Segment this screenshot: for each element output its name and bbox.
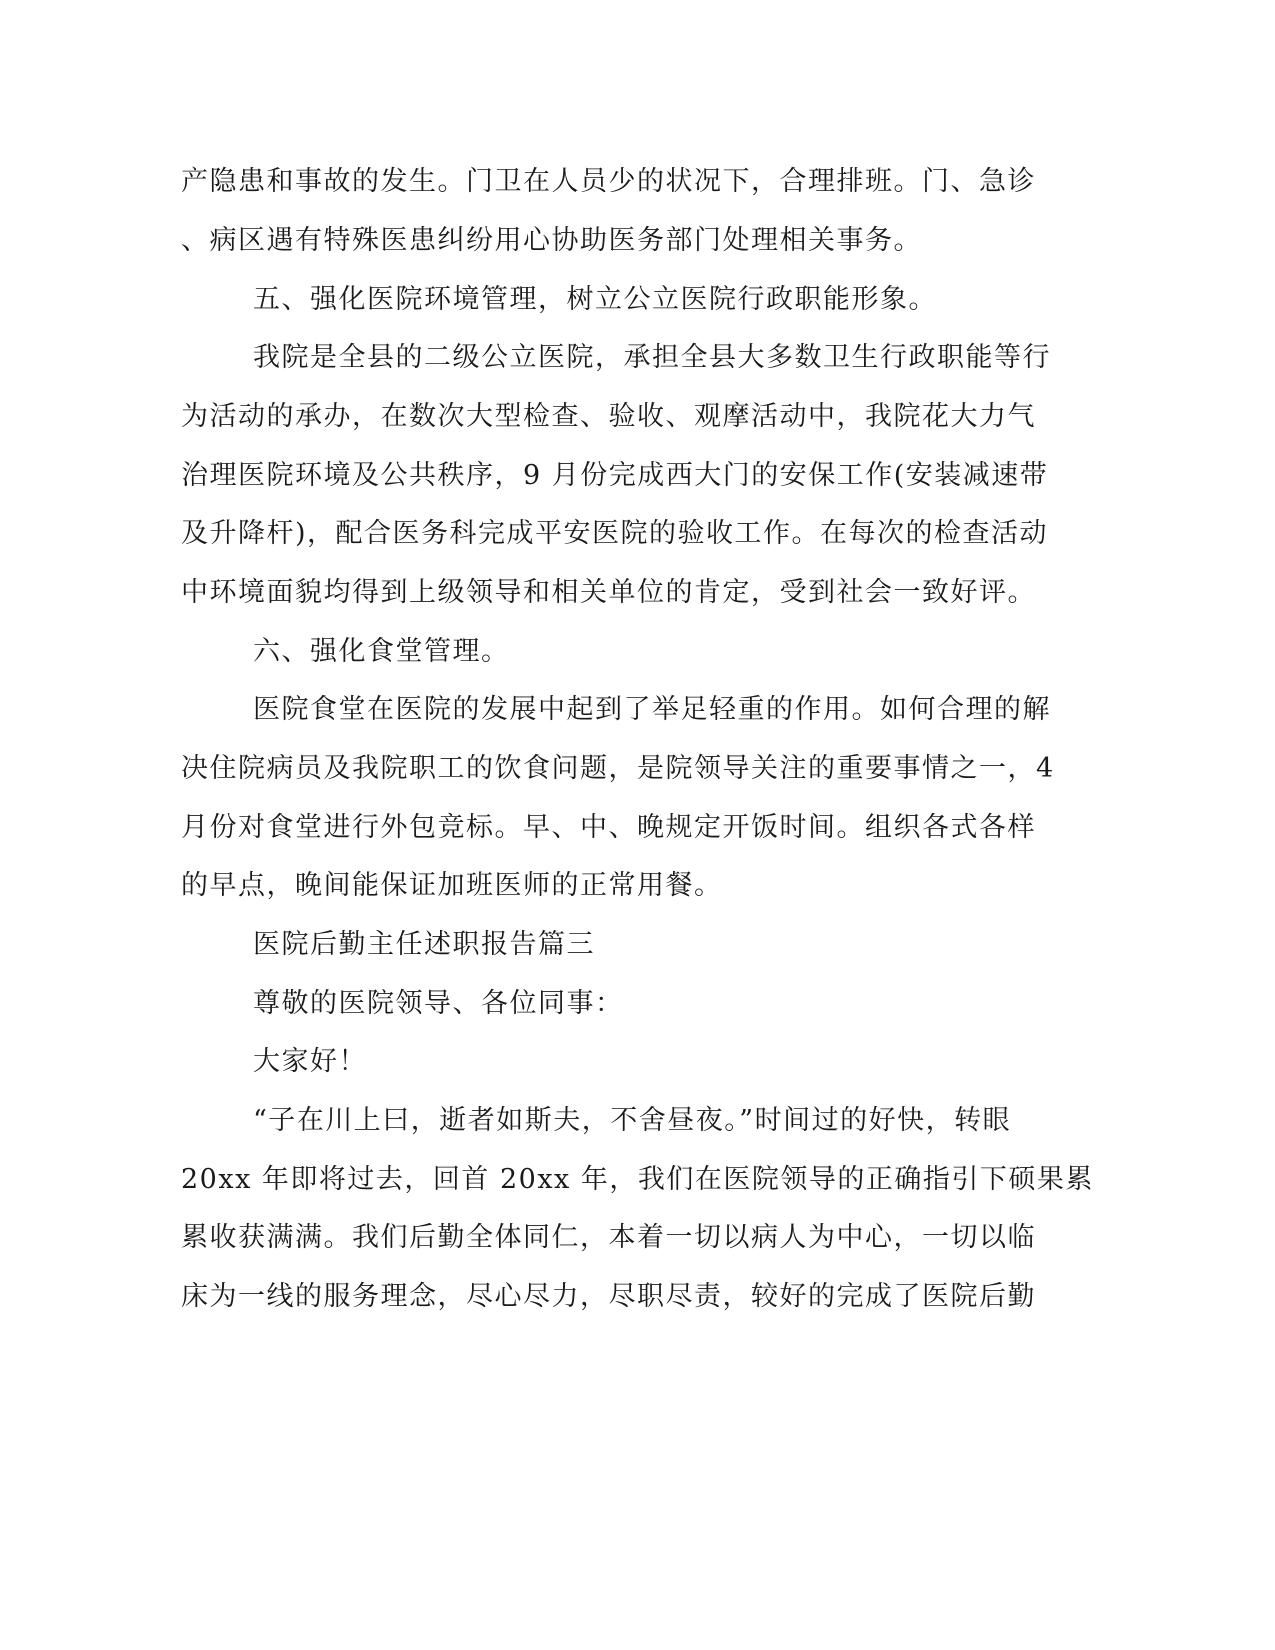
text-line: 为活动的承办，在数次大型检查、验收、观摩活动中，我院花大力气: [181, 401, 1036, 432]
text-line: 决住院病员及我院职工的饮食问题，是院领导关注的重要事情之一，4: [181, 753, 1055, 784]
text-line: 医院食堂在医院的发展中起到了举足轻重的作用。如何合理的解: [253, 694, 1051, 725]
text-line: 床为一线的服务理念，尽心尽力，尽职尽责，较好的完成了医院后勤: [181, 1281, 1036, 1312]
text-line: 我院是全县的二级公立医院，承担全县大多数卫生行政职能等行: [253, 342, 1051, 373]
text-line: 治理医院环境及公共秩序，9 月份完成西大门的安保工作(安装减速带: [181, 460, 1049, 491]
salutation: 尊敬的医院领导、各位同事：: [253, 988, 624, 1019]
text-line: 累收获满满。我们后勤全体同仁，本着一切以病人为中心，一切以临: [181, 1222, 1036, 1253]
section-heading: 六、强化食堂管理。: [253, 636, 510, 667]
report-title: 医院后勤主任述职报告篇三: [253, 929, 595, 960]
text-line: 、病区遇有特殊医患纠纷用心协助医务部门处理相关事务。: [181, 225, 922, 256]
text-line: 的早点，晚间能保证加班医师的正常用餐。: [181, 870, 723, 901]
greeting: 大家好！: [253, 1046, 367, 1077]
text-line: “子在川上曰，逝者如斯夫，不舍昼夜。”时间过的好快，转眼: [253, 1105, 1012, 1136]
section-heading: 五、强化医院环境管理，树立公立医院行政职能形象。: [253, 284, 937, 315]
text-line: 中环境面貌均得到上级领导和相关单位的肯定，受到社会一致好评。: [181, 577, 1036, 608]
text-line: 产隐患和事故的发生。门卫在人员少的状况下，合理排班。门、急诊: [181, 166, 1036, 197]
text-line: 月份对食堂进行外包竞标。早、中、晚规定开饭时间。组织各式各样: [181, 812, 1036, 843]
text-line: 及升降杆)，配合医务科完成平安医院的验收工作。在每次的检查活动: [181, 518, 1049, 549]
text-line: 20xx 年即将过去，回首 20xx 年，我们在医院领导的正确指引下硕果累: [181, 1164, 1094, 1195]
